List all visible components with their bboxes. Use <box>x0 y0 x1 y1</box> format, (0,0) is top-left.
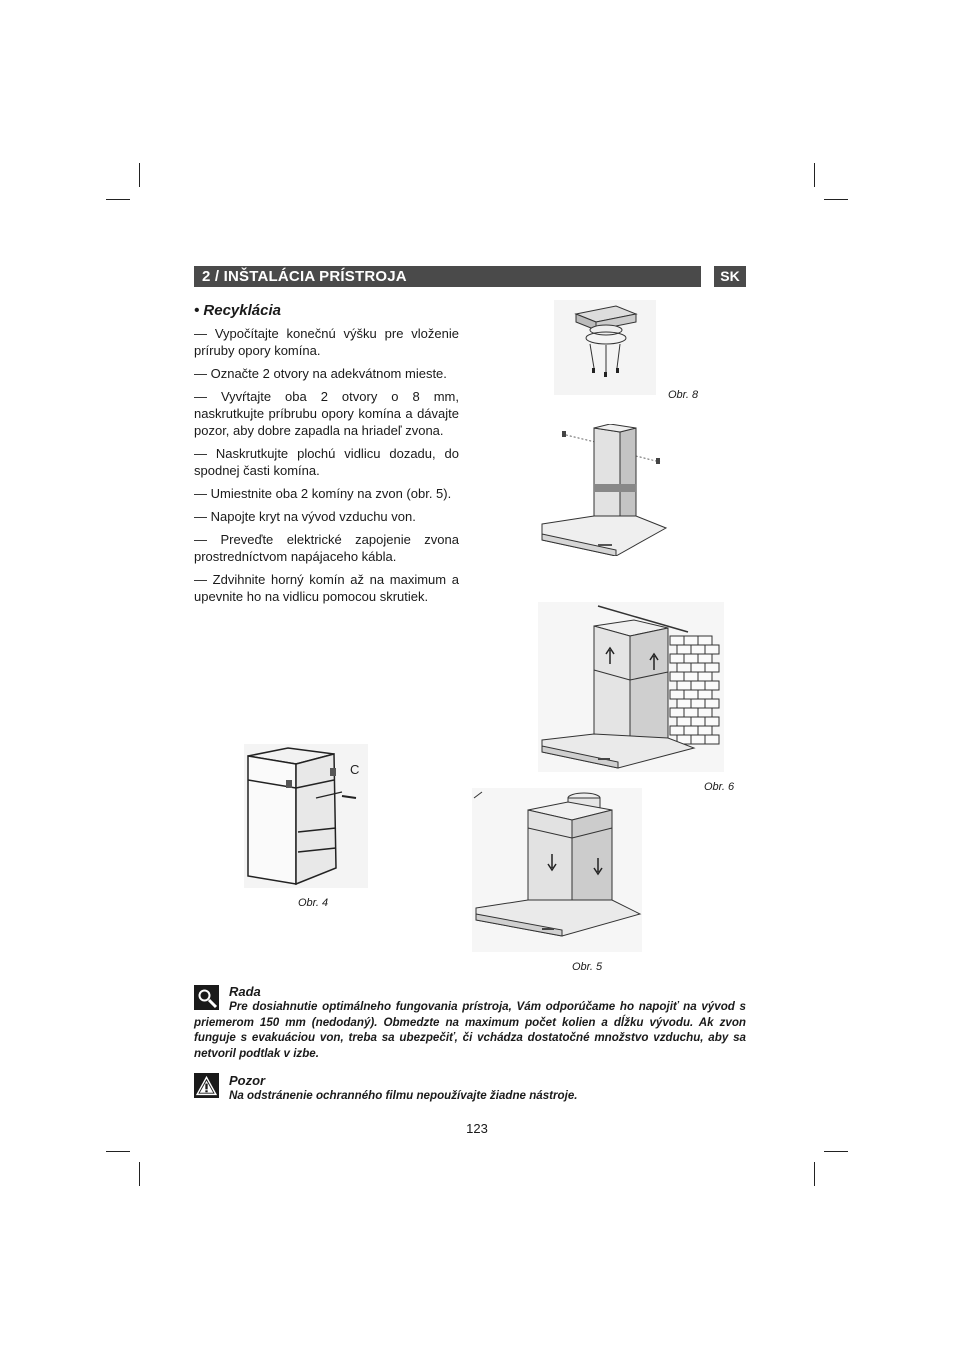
figure-6-illustration <box>538 602 724 772</box>
figure-6-caption: Obr. 6 <box>704 781 735 793</box>
crop-mark <box>106 199 130 200</box>
warning-title: Pozor <box>229 1073 266 1088</box>
tip-title: Rada <box>229 984 261 999</box>
section-header-bar <box>194 266 701 287</box>
crop-mark <box>814 163 815 187</box>
instruction-step: — Umiestnite oba 2 komíny na zvon (obr. 5). <box>194 486 452 501</box>
tip-text: Pre dosiahnutie optimálneho fungovania prístroja, Vám odporúčame ho napojiť na vývod s priemerom 150 mm (nedodaný). Obmedzte na maximum počet kolien a dĺžku vývodu. Ak zvon funguje s evakuáciou von, treba sa ubezpečiť, či vchádza dostatočné množstvo vzduchu, aby sa netvoril podtlak v izbe. <box>194 1000 746 1060</box>
figure-5-illustration <box>472 788 642 952</box>
page-number: 123 <box>466 1121 488 1136</box>
instruction-step: — Zdvihnite horný komín až na maximum a upevnite ho na vidlicu pomocou skrutiek. <box>194 572 459 604</box>
crop-mark <box>139 163 140 187</box>
subsection-title: • Recyklácia <box>194 302 281 319</box>
figure-4-part-label: C <box>350 762 360 777</box>
section-header-title: 2 / INŠTALÁCIA PRÍSTROJA <box>202 268 407 285</box>
instruction-list <box>194 325 459 611</box>
warning-text: Na odstránenie ochranného filmu nepoužívajte žiadne nástroje. <box>229 1089 578 1102</box>
warning-triangle-icon <box>194 1073 219 1098</box>
crop-mark <box>824 199 848 200</box>
crop-mark <box>814 1162 815 1186</box>
instruction-step: — Preveďte elektrické zapojenie zvona prostredníctvom napájaceho kábla. <box>194 532 459 564</box>
crop-mark <box>824 1151 848 1152</box>
language-badge: SK <box>714 266 746 287</box>
instruction-step: — Označte 2 otvory na adekvátnom mieste. <box>194 366 447 381</box>
figure-5-caption: Obr. 5 <box>572 961 603 973</box>
crop-mark <box>106 1151 130 1152</box>
figure-4-illustration <box>244 744 368 888</box>
instruction-step: — Napojte kryt na vývod vzduchu von. <box>194 509 416 524</box>
instruction-step: — Vyvŕtajte oba 2 otvory o 8 mm, naskrutkujte príbrubu opory komína a dávajte pozor, aby dobre zapadla na hriadeľ zvona. <box>194 389 459 438</box>
figure-4-caption: Obr. 4 <box>298 897 329 909</box>
crop-mark <box>139 1162 140 1186</box>
instruction-step: — Vypočítajte konečnú výšku pre vloženie príruby opory komína. <box>194 326 459 358</box>
hood-chimney-illustration <box>540 424 670 556</box>
figure-8-illustration <box>554 300 656 395</box>
instruction-step: — Naskrutkujte plochú vidlicu dozadu, do spodnej časti komína. <box>194 446 459 478</box>
figure-8-caption: Obr. 8 <box>668 389 699 401</box>
